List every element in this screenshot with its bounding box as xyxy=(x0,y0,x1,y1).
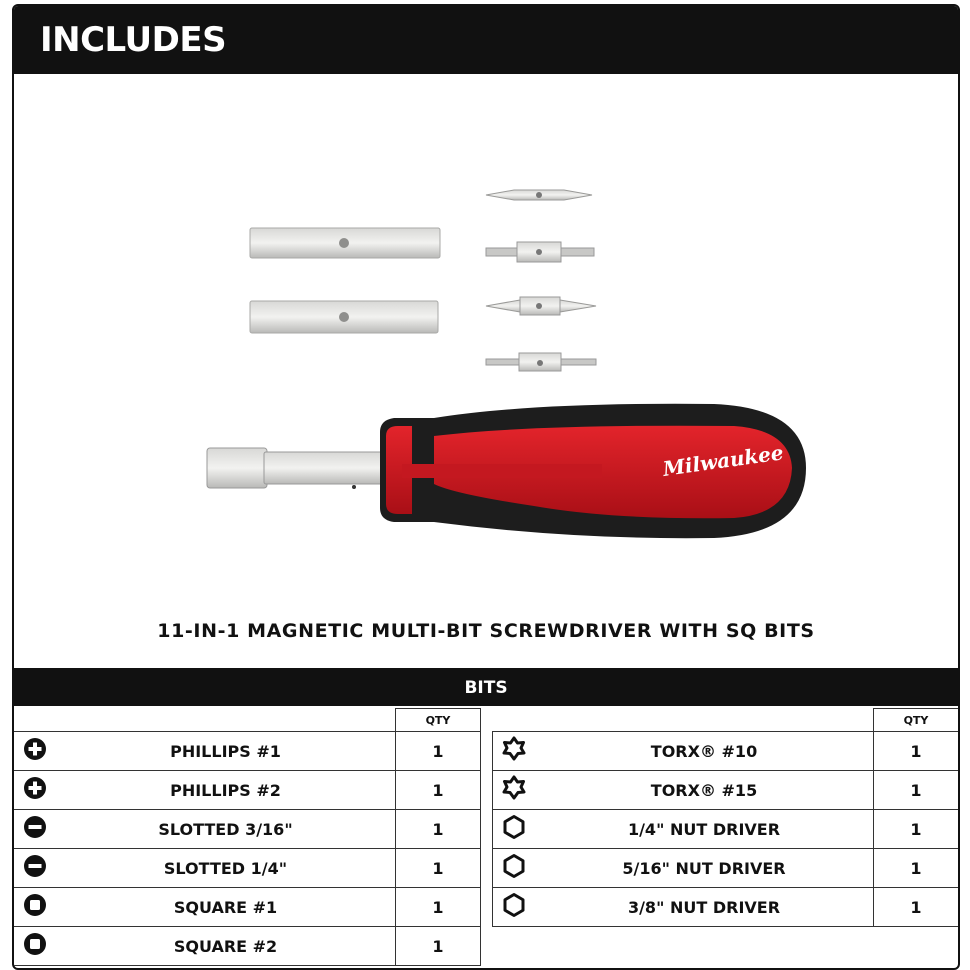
bit-qty: 1 xyxy=(396,849,481,888)
blank-header xyxy=(493,709,874,732)
bit-label: SQUARE #1 xyxy=(56,888,396,927)
bit-label: 5/16" NUT DRIVER xyxy=(535,849,874,888)
table-row xyxy=(493,771,959,810)
table-row xyxy=(14,849,481,888)
bit-label: 3/8" NUT DRIVER xyxy=(535,888,874,927)
bit-label: 1/4" NUT DRIVER xyxy=(535,810,874,849)
table-row xyxy=(14,888,481,927)
brand-logo: Milwaukee xyxy=(661,440,785,481)
header-title: INCLUDES xyxy=(40,20,227,60)
screwdriver xyxy=(207,404,806,538)
table-row xyxy=(493,810,959,849)
bit-qty: 1 xyxy=(396,927,481,966)
product-title: 11-IN-1 MAGNETIC MULTI-BIT SCREWDRIVER WITH SQ BITS xyxy=(157,620,815,642)
torx-icon xyxy=(501,775,527,805)
bit-qty: 1 xyxy=(874,732,959,771)
bit-label: PHILLIPS #2 xyxy=(56,771,396,810)
table-divider xyxy=(484,708,492,970)
small-bit-3 xyxy=(486,297,596,315)
blank-header xyxy=(14,709,396,732)
bit-label: PHILLIPS #1 xyxy=(56,732,396,771)
bit-qty: 1 xyxy=(396,732,481,771)
table-row xyxy=(14,771,481,810)
bit-qty: 1 xyxy=(874,771,959,810)
bit-label: SQUARE #2 xyxy=(56,927,396,966)
includes-panel xyxy=(12,4,960,970)
bits-header: BITS xyxy=(14,668,958,706)
hex-nut-icon xyxy=(501,853,527,883)
product-photo xyxy=(14,74,958,594)
long-bit-2 xyxy=(250,301,438,333)
qty-header: QTY xyxy=(396,709,481,732)
slotted-icon xyxy=(23,815,47,843)
bit-qty: 1 xyxy=(874,810,959,849)
bit-qty: 1 xyxy=(396,771,481,810)
hex-nut-icon xyxy=(501,892,527,922)
square-icon xyxy=(23,932,47,960)
phillips-icon xyxy=(23,776,47,804)
table-row xyxy=(493,888,959,927)
square-icon xyxy=(23,893,47,921)
bits-table-right xyxy=(492,708,959,927)
small-bit-2 xyxy=(486,242,594,262)
small-bit-1 xyxy=(486,190,592,200)
table-row xyxy=(493,849,959,888)
phillips-icon xyxy=(23,737,47,765)
long-bit-1 xyxy=(250,228,440,258)
slotted-icon xyxy=(23,854,47,882)
table-row xyxy=(493,732,959,771)
bit-label: SLOTTED 1/4" xyxy=(56,849,396,888)
bit-label: TORX® #15 xyxy=(535,771,874,810)
hex-nut-icon xyxy=(501,814,527,844)
bit-label: TORX® #10 xyxy=(535,732,874,771)
table-row xyxy=(14,810,481,849)
bit-label: SLOTTED 3/16" xyxy=(56,810,396,849)
bit-qty: 1 xyxy=(874,849,959,888)
small-bit-4 xyxy=(486,353,596,371)
bit-qty: 1 xyxy=(396,810,481,849)
header-bar xyxy=(14,6,958,74)
bit-qty: 1 xyxy=(874,888,959,927)
table-row xyxy=(14,927,481,966)
qty-header: QTY xyxy=(874,709,959,732)
bit-qty: 1 xyxy=(396,888,481,927)
table-row xyxy=(14,732,481,771)
bits-table-left xyxy=(13,708,481,966)
torx-icon xyxy=(501,736,527,766)
